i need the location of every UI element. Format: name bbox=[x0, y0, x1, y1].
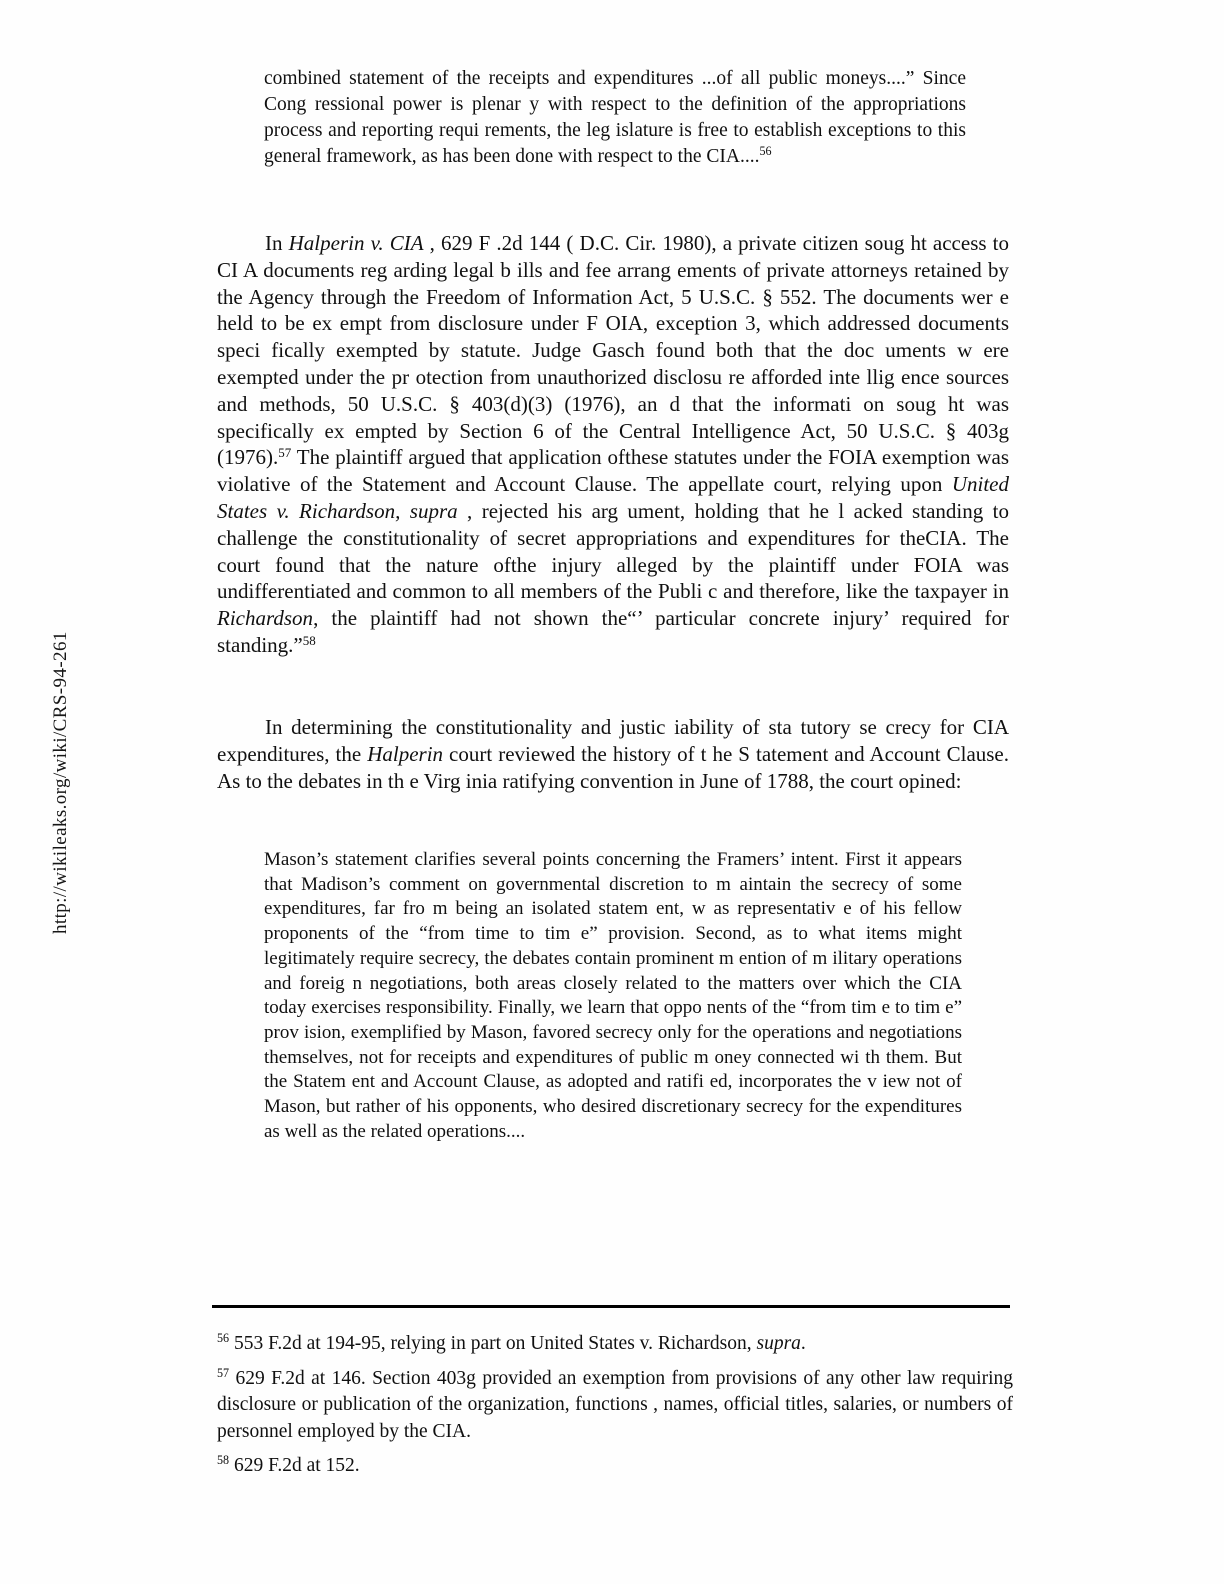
footnote-58 bbox=[217, 1453, 1013, 1480]
footnote-ref: 56 bbox=[217, 1331, 230, 1346]
blockquote-mason-statement bbox=[264, 848, 962, 1144]
text-run: , rejected his arg ument, holding that he l acked standing to challenge the constitutionality of secret appropriations and expenditures for theCIA. The court found that the nature ofthe injury alleged by the plaintiff under FOIA was undifferentiated and common to all members of the Publi c and therefore, like the taxpayer in bbox=[217, 498, 1009, 604]
footnote-ref: 58 bbox=[302, 632, 316, 648]
footnote-56 bbox=[217, 1331, 1013, 1358]
text-run: In bbox=[265, 231, 289, 255]
footnote-ref: 57 bbox=[217, 1365, 230, 1380]
footnote-ref: 56 bbox=[759, 144, 772, 159]
blockquote-combined-statement bbox=[264, 66, 966, 170]
paragraph-in-determining bbox=[217, 714, 1009, 794]
text-run: Richardson bbox=[217, 606, 314, 631]
text-run: , 629 F .2d 144 ( D.C. Cir. 1980), a private citizen soug ht access to CI A documents reg arding legal b ills and fee arrang ements of private attorneys retained by the Agency through the Freedom of Information Act, 5 U.S.C. § 552. The documents wer e held to be ex empt from disclosure under F OIA, exception 3, which addressed documents speci fically exempted by statute. Judge Gasch found both that the doc uments w ere exempted under the pr otection from unauthorized disclosu re afforded inte llig ence sources and methods, 50 U.S.C. § 403(d)(3) (1976), an d that the informati on soug ht was specifically ex empted by Section 6 of the Central Intelligence Act, 50 U.S.C. § 403g (1976). bbox=[217, 231, 1009, 470]
text-run: United States v. Richardson, supra bbox=[217, 472, 1009, 523]
footnote-57 bbox=[217, 1366, 1013, 1446]
footnote-ref: 58 bbox=[217, 1453, 230, 1468]
footnote-ref: 57 bbox=[278, 445, 292, 461]
footnotes-section bbox=[217, 1331, 1013, 1488]
text-run: . bbox=[800, 1333, 806, 1354]
text-run: court reviewed the history of t he S tatement and Account Clause. As to the debates in th e Virg inia ratifying convention in June of 1788, the court opined: bbox=[217, 741, 1010, 793]
text-run: In determining the constitutionality and justic iability of sta tutory se crecy for CIA expenditures, the bbox=[217, 715, 1009, 766]
text-run: The plaintiff argued that application ofthese statutes under the FOIA exemption was violative of the Statement and Account Clause. The appellate court, relying upon bbox=[217, 445, 1009, 497]
text-run: 553 F.2d at 194-95, relying in part on United States v. Richardson, bbox=[229, 1333, 757, 1354]
text-run: , the plaintiff had not shown the“’ particular concrete injury’ required for standing.” bbox=[217, 606, 1009, 657]
sidebar-source-url: http://wikileaks.org/wiki/CRS-94-261 bbox=[50, 631, 71, 934]
footnote-separator-rule bbox=[212, 1305, 1010, 1308]
paragraph-halperin-case bbox=[217, 230, 1009, 659]
text-run: 629 F.2d at 152. bbox=[229, 1455, 360, 1476]
text-run: combined statement of the receipts and expenditures ...of all public moneys....” Since Cong ressional power is plenar y with respect to the definition of the appropriations process and reporting requi rements, the leg islature is free to establish exceptions to this general framework, as has been done with respect to the CIA.... bbox=[264, 68, 966, 167]
text-run: 629 F.2d at 146. Section 403g provided an exemption from provisions of any other law requiring disclosure or publication of the organization, functions , names, official titles, salaries, or numbers of personnel employed by the CIA. bbox=[217, 1367, 1013, 1442]
text-run: Halperin v. CIA bbox=[288, 231, 424, 255]
text-run: Halperin bbox=[367, 741, 444, 766]
text-run: Mason’s statement clarifies several points concerning the Framers’ intent. First it appears that Madison’s comment on governmental discretion to m aintain the secrecy of some expenditures, far fro m being an isolated statem ent, w as representativ e of his fellow proponents of the “from time to tim e” provision. Second, as to what items might legitimately require secrecy, the debates contain prominent m ention of m ilitary operations and foreig n negotiations, both areas closely related to the matters over which the CIA today exercises responsibility. Finally, we learn that oppo nents of the “from tim e to tim e” prov ision, exemplified by Mason, favored secrecy only for the operations and negotiations themselves, not for receipts and expenditures of public m oney connected wi th them. But the Statem ent and Account Clause, as adopted and ratifi ed, incorporates the v iew not of Mason, but rather of his opponents, who desired discretionary secrecy for the expenditures as well as the related operations.... bbox=[264, 849, 962, 1142]
text-run: supra bbox=[756, 1333, 801, 1354]
